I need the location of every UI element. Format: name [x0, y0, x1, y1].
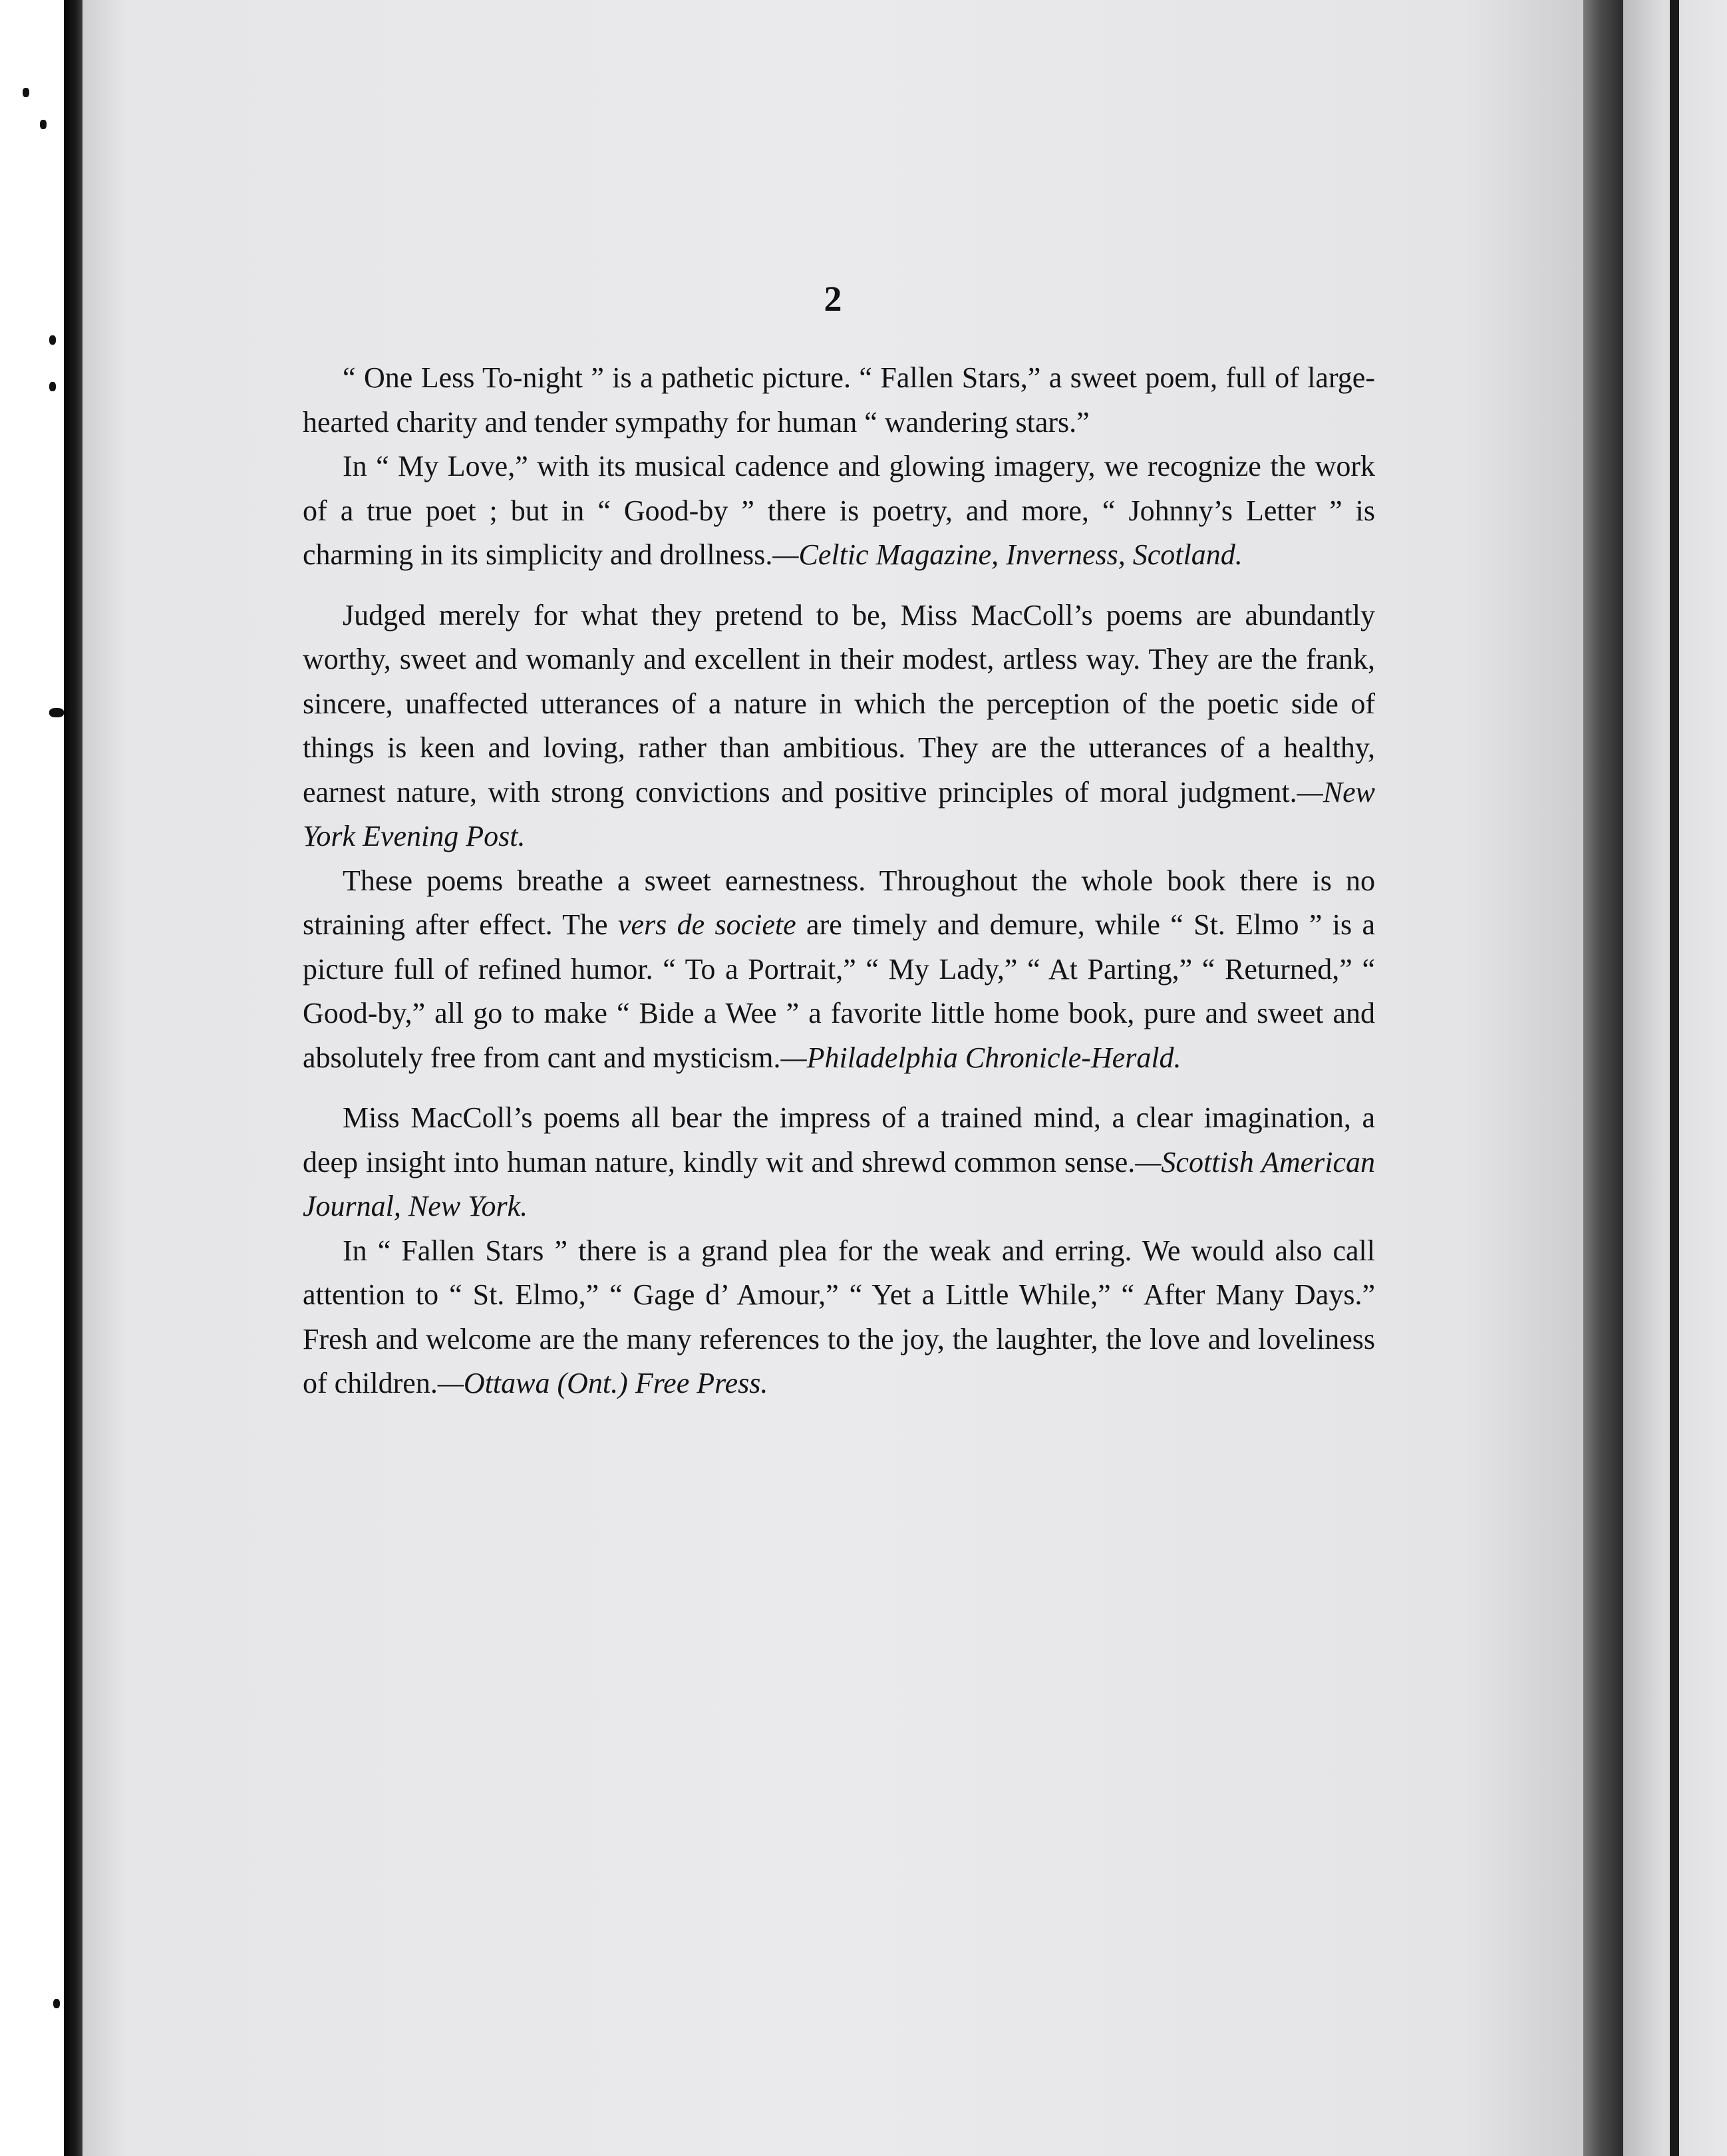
scan-speck	[49, 335, 56, 345]
review-text: In “ Fallen Stars ” there is a grand plea for the weak and erring. We would also call attention to “ St. Elmo,” “ Gage d’ Amour,” “ Yet a Little While,” “ After Many Days.” Fresh and welcome are the many references to the joy, the laughter, the love and loveliness of children.	[303, 1234, 1375, 1399]
review-paragraph	[303, 594, 1375, 859]
scan-speck	[40, 120, 47, 129]
adjacent-page-edge	[1623, 0, 1727, 2156]
review-text: Judged merely for what they pretend to be, Miss MacColl’s poems are abundantly worthy, sweet and womanly and excellent in their modest, artless way. They are the frank, sincere, unaffected utterances of a nature in which the perception of the poetic side of things is keen and loving, rather than ambitious. They are the utterances of a healthy, earnest nature, with strong convictions and positive principles of moral judgment.	[303, 598, 1375, 808]
binding-shadow	[64, 0, 82, 2156]
review-source: —New York Evening Post.	[303, 775, 1375, 852]
review-source: —Scottish American Journal, New York.	[303, 1145, 1375, 1222]
review-text: These poems breathe a sweet earnestness. Throughout the whole book there is no straining after effect. The	[303, 864, 1375, 941]
scan-speck	[23, 88, 29, 97]
review-source: —Philadelphia Chronicle-Herald.	[780, 1041, 1181, 1074]
reviews-text	[303, 356, 1375, 1406]
scan-speck	[49, 708, 64, 717]
review-source: —Ottawa (Ont.) Free Press.	[437, 1367, 768, 1399]
review-text: are timely and demure, while “ St. Elmo ” is a picture full of refined humor. “ To a Portrait,” “ My Lady,” “ At Parting,” “ Returned,” “ Good-by,” all go to make “ Bide a Wee ” a favorite little home book, pure and sweet and absolutely free from cant and mysticism.	[303, 908, 1375, 1074]
review-italic-phrase: vers de societe	[617, 908, 796, 941]
page-number: 2	[824, 279, 842, 319]
book-spine-shadow	[1583, 0, 1623, 2156]
review-text: “ One Less To-night ” is a pathetic picture. “ Fallen Stars,” a sweet poem, full of large-hearted charity and tender sympathy for human “ wandering stars.”	[303, 361, 1375, 439]
review-paragraph	[303, 445, 1375, 578]
review-text: Miss MacColl’s poems all bear the impress of a trained mind, a clear imagination, a deep insight into human nature, kindly wit and shrewd common sense.	[303, 1101, 1375, 1178]
review-paragraph	[303, 1229, 1375, 1406]
review-text: In “ My Love,” with its musical cadence and glowing imagery, we recognize the work of a true poet ; but in “ Good-by ” there is poetry, and more, “ Johnny’s Letter ” is charming in its simplicity and drollness.	[303, 450, 1375, 571]
review-paragraph	[303, 859, 1375, 1081]
scan-speck	[49, 382, 56, 391]
scan-speck	[53, 1999, 60, 2008]
page-edge-line	[1670, 0, 1679, 2156]
review-source: —Celtic Magazine, Inverness, Scotland.	[772, 538, 1243, 571]
review-paragraph	[303, 356, 1375, 445]
review-paragraph	[303, 1096, 1375, 1229]
